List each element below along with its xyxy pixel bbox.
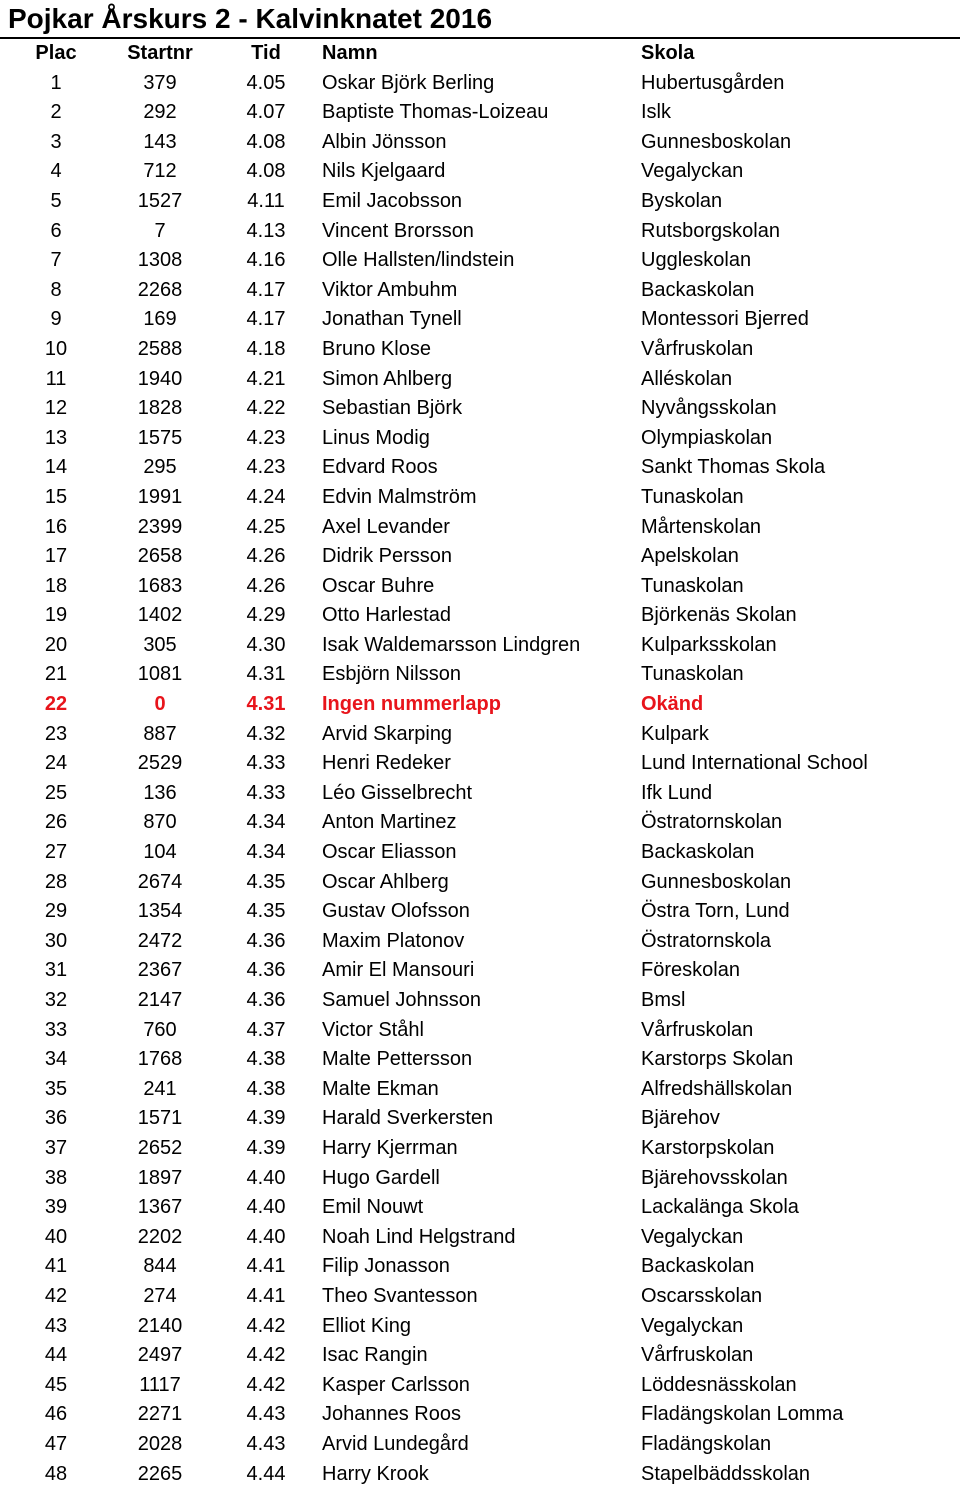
runner-name: Esbjörn Nilsson [322,663,461,686]
school-name: Montessori Bjerred [641,308,809,331]
placement: 2 [50,101,62,124]
start-number: 2674 [137,870,183,893]
placement: 45 [44,1373,68,1396]
school-name: Backaskolan [641,278,755,301]
placement: 15 [44,485,68,508]
table-row [0,542,960,572]
school-name: Nyvångsskolan [641,397,777,420]
finish-time: 4.05 [246,71,286,94]
runner-name: Nils Kjelgaard [322,160,446,183]
placement: 48 [44,1462,68,1485]
runner-name: Viktor Ambuhm [322,278,458,301]
start-number: 274 [143,1284,177,1307]
finish-time: 4.21 [246,367,286,390]
runner-name: Axel Levander [322,515,450,538]
table-row [0,897,960,927]
runner-name: Emil Jacobsson [322,189,463,212]
finish-time: 4.42 [246,1373,286,1396]
placement: 21 [44,663,68,686]
finish-time: 4.08 [246,130,286,153]
school-name: Föreskolan [641,959,740,982]
school-name: Bjärehov [641,1107,720,1130]
table-row [0,1134,960,1164]
finish-time: 4.37 [246,1018,286,1041]
runner-name: Samuel Johnsson [322,989,481,1011]
runner-name: Arvid Skarping [322,722,453,745]
placement: 29 [44,900,68,923]
finish-time: 4.40 [246,1225,286,1248]
school-name: Hubertusgården [641,71,785,94]
school-name: Tunaskolan [641,663,744,686]
school-name: Vegalyckan [641,1225,744,1248]
table-row [0,601,960,631]
table-row [0,305,960,335]
page-title: Pojkar Årskurs 2 - Kalvinknatet 2016 [8,3,493,34]
start-number: 2265 [137,1462,183,1485]
runner-name: Edvard Roos [322,456,438,479]
placement: 7 [50,249,62,272]
table-row [0,660,960,690]
start-number: 2028 [137,1432,183,1455]
runner-name: Edvin Malmström [322,485,477,508]
table-row [0,572,960,602]
start-number: 1683 [137,574,183,597]
table-row [0,69,960,99]
start-number: 169 [143,308,177,331]
start-number: 1828 [137,397,183,420]
start-number: 1081 [137,663,183,686]
table-row [0,868,960,898]
school-name: Rutsborgskolan [641,219,780,242]
school-name: Gunnesboskolan [641,130,792,153]
school-name: Vårfruskolan [641,337,754,360]
table-row [0,246,960,276]
school-name: Bjärehovsskolan [641,1166,788,1189]
school-name: Tunaskolan [641,485,744,508]
header-namn: Namn [322,42,378,64]
school-name: Oscarsskolan [641,1284,763,1307]
runner-name: Gustav Olofsson [322,900,470,923]
finish-time: 4.33 [246,781,286,804]
start-number: 136 [143,781,177,804]
table-row [0,394,960,424]
finish-time: 4.29 [246,604,286,627]
table-row [0,927,960,957]
start-number: 844 [143,1255,177,1278]
school-name: Islk [641,101,671,124]
runner-name: Jonathan Tynell [322,308,462,331]
finish-time: 4.13 [246,219,286,242]
runner-name: Baptiste Thomas-Loizeau [322,101,549,124]
runner-name: Otto Harlestad [322,604,451,627]
school-name: Östra Torn, Lund [641,900,790,923]
school-name: Okänd [641,693,704,716]
finish-time: 4.34 [246,811,286,834]
finish-time: 4.31 [246,663,286,686]
runner-name: Isak Waldemarsson Lindgren [322,633,581,656]
school-name: Kulparksskolan [641,633,777,656]
placement: 46 [44,1403,68,1426]
finish-time: 4.18 [246,337,286,360]
start-number: 143 [143,130,177,153]
finish-time: 4.43 [246,1432,286,1455]
runner-name: Léo Gisselbrecht [322,781,473,804]
school-name: Uggleskolan [641,249,752,272]
header-skola: Skola [641,42,695,64]
start-number: 1354 [137,900,183,923]
placement: 14 [44,456,68,479]
runner-name: Oskar Björk Berling [322,71,495,94]
finish-time: 4.38 [246,1048,286,1071]
finish-time: 4.25 [246,515,286,538]
placement: 28 [44,870,68,893]
start-number: 1897 [137,1166,183,1189]
finish-time: 4.41 [246,1255,286,1278]
placement: 6 [50,219,62,242]
placement: 18 [44,574,68,597]
school-name: Backaskolan [641,1255,755,1278]
finish-time: 4.44 [246,1462,286,1485]
placement: 41 [44,1255,68,1278]
placement: 42 [44,1284,68,1307]
placement: 5 [50,189,62,212]
table-row [0,335,960,365]
finish-time: 4.39 [246,1107,286,1130]
placement: 12 [44,397,68,420]
runner-name: Noah Lind Helgstrand [322,1225,516,1248]
start-number: 2652 [137,1136,183,1159]
table-row [0,1164,960,1194]
school-name: Mårtenskolan [641,515,762,538]
table-row [0,157,960,187]
placement: 26 [44,811,68,834]
table-row [0,187,960,217]
start-number: 760 [143,1018,177,1041]
table-row [0,986,960,1016]
school-name: Vegalyckan [641,160,744,183]
start-number: 2472 [137,929,183,952]
table-row [0,1430,960,1460]
table-row [0,365,960,395]
table-row [0,128,960,158]
table-row [0,1075,960,1105]
finish-time: 4.11 [247,189,285,212]
finish-time: 4.40 [246,1196,286,1219]
runner-name: Bruno Klose [322,337,431,360]
runner-name: Arvid Lundegård [322,1432,469,1455]
school-name: Olympiaskolan [641,426,773,449]
start-number: 0 [154,693,166,716]
placement: 25 [44,781,68,804]
runner-name: Elliot King [322,1314,411,1337]
runner-name: Anton Martinez [322,811,457,834]
runner-name: Theo Svantesson [322,1284,478,1307]
runner-name: Vincent Brorsson [322,219,474,242]
finish-time: 4.35 [246,900,286,923]
table-row [0,1282,960,1312]
school-name: Lackalänga Skola [641,1196,799,1219]
placement: 43 [44,1314,68,1337]
start-number: 1367 [137,1196,183,1219]
header-tid: Tid [251,42,281,64]
runner-name: Malte Pettersson [322,1048,473,1071]
school-name: Fladängskolan Lomma [641,1403,844,1426]
start-number: 2271 [137,1403,183,1426]
table-row [0,1045,960,1075]
table-row [0,808,960,838]
start-number: 2268 [137,278,183,301]
school-name: Fladängskolan [641,1432,772,1455]
placement: 32 [44,989,68,1011]
start-number: 2588 [137,337,183,360]
placement: 16 [44,515,68,538]
placement: 24 [44,752,68,775]
finish-time: 4.36 [246,989,286,1011]
school-name: Sankt Thomas Skola [641,456,826,479]
start-number: 305 [143,633,177,656]
runner-name: Albin Jönsson [322,130,447,153]
start-number: 295 [143,456,177,479]
finish-time: 4.26 [246,574,286,597]
start-number: 870 [143,811,177,834]
finish-time: 4.34 [246,841,286,864]
start-number: 2658 [137,545,183,568]
runner-name: Isac Rangin [322,1344,428,1367]
placement: 8 [50,278,62,301]
placement: 39 [44,1196,68,1219]
placement: 37 [44,1136,68,1159]
school-name: Tunaskolan [641,574,744,597]
placement: 11 [45,367,67,390]
runner-name: Henri Redeker [322,752,451,775]
start-number: 1571 [137,1107,183,1130]
table-row [0,838,960,868]
results-table [0,39,960,1489]
school-name: Stapelbäddsskolan [641,1462,811,1485]
finish-time: 4.32 [246,722,286,745]
school-name: Bmsl [641,989,686,1011]
table-row [0,690,960,720]
finish-time: 4.42 [246,1314,286,1337]
finish-time: 4.24 [246,485,286,508]
table-row [0,1223,960,1253]
table-row [0,276,960,306]
placement: 38 [44,1166,68,1189]
placement: 30 [44,929,68,952]
school-name: Östratornskola [641,929,772,952]
placement: 47 [44,1432,68,1455]
finish-time: 4.17 [246,308,286,331]
start-number: 2147 [137,989,183,1011]
start-number: 1575 [137,426,183,449]
runner-name: Amir El Mansouri [322,959,475,982]
placement: 17 [44,545,68,568]
table-row [0,1016,960,1046]
runner-name: Simon Ahlberg [322,367,453,390]
school-name: Karstorpskolan [641,1136,775,1159]
runner-name: Harry Kjerrman [322,1136,458,1159]
table-row [0,513,960,543]
finish-time: 4.08 [246,160,286,183]
table-row [0,1400,960,1430]
start-number: 292 [143,101,177,124]
finish-time: 4.30 [246,633,286,656]
placement: 23 [44,722,68,745]
runner-name: Kasper Carlsson [322,1373,470,1396]
placement: 33 [44,1018,68,1041]
placement: 40 [44,1225,68,1248]
finish-time: 4.42 [246,1344,286,1367]
placement: 22 [44,693,68,716]
placement: 1 [50,71,62,94]
school-name: Vegalyckan [641,1314,744,1337]
school-name: Löddesnässkolan [641,1373,797,1396]
table-row [0,98,960,128]
school-name: Backaskolan [641,841,755,864]
table-row [0,1341,960,1371]
runner-name: Malte Ekman [322,1077,439,1100]
school-name: Östratornskolan [641,811,783,834]
start-number: 2399 [137,515,183,538]
finish-time: 4.23 [246,456,286,479]
placement: 34 [44,1048,68,1071]
start-number: 2529 [137,752,183,775]
school-name: Byskolan [641,189,723,212]
table-row [0,749,960,779]
runner-name: Harald Sverkersten [322,1107,494,1130]
finish-time: 4.39 [246,1136,286,1159]
finish-time: 4.26 [246,545,286,568]
placement: 13 [44,426,68,449]
table-row [0,424,960,454]
table-row [0,1252,960,1282]
start-number: 1402 [137,604,183,627]
start-number: 241 [143,1077,177,1100]
runner-name: Victor Ståhl [322,1018,424,1041]
start-number: 887 [143,722,177,745]
school-name: Karstorps Skolan [641,1048,794,1071]
finish-time: 4.38 [246,1077,286,1100]
finish-time: 4.33 [246,752,286,775]
school-name: Kulpark [641,722,709,745]
finish-time: 4.22 [246,397,286,420]
finish-time: 4.23 [246,426,286,449]
runner-name: Ingen nummerlapp [322,693,501,716]
runner-name: Oscar Ahlberg [322,870,449,893]
school-name: Ifk Lund [641,781,713,804]
finish-time: 4.36 [246,959,286,982]
placement: 36 [44,1107,68,1130]
placement: 44 [44,1344,68,1367]
placement: 35 [44,1077,68,1100]
placement: 9 [50,308,62,331]
finish-time: 4.35 [246,870,286,893]
runner-name: Oscar Buhre [322,574,435,597]
table-row [0,217,960,247]
finish-time: 4.36 [246,929,286,952]
header-plac: Plac [35,42,77,64]
finish-time: 4.07 [246,101,286,124]
placement: 27 [44,841,68,864]
start-number: 1308 [137,249,183,272]
runner-name: Maxim Platonov [322,929,465,952]
finish-time: 4.41 [246,1284,286,1307]
school-name: Gunnesboskolan [641,870,792,893]
runner-name: Filip Jonasson [322,1255,450,1278]
start-number: 379 [143,71,177,94]
runner-name: Hugo Gardell [322,1166,440,1189]
start-number: 1940 [137,367,183,390]
header-startnr: Startnr [127,42,193,64]
runner-name: Olle Hallsten/lindstein [322,249,515,272]
runner-name: Oscar Eliasson [322,841,457,864]
finish-time: 4.17 [246,278,286,301]
start-number: 1527 [137,189,183,212]
runner-name: Didrik Persson [322,545,453,568]
school-name: Björkenäs Skolan [641,604,797,627]
school-name: Lund International School [641,752,868,775]
start-number: 7 [154,219,166,242]
school-name: Vårfruskolan [641,1018,754,1041]
start-number: 2367 [137,959,183,982]
table-row [0,631,960,661]
runner-name: Harry Krook [322,1462,429,1485]
runner-name: Linus Modig [322,426,430,449]
finish-time: 4.16 [246,249,286,272]
table-row [0,483,960,513]
table-row [0,956,960,986]
runner-name: Sebastian Björk [322,397,463,420]
school-name: Alfredshällskolan [641,1077,793,1100]
start-number: 104 [143,841,177,864]
table-row [0,1460,960,1489]
table-row [0,453,960,483]
table-row [0,1193,960,1223]
start-number: 2202 [137,1225,183,1248]
placement: 3 [50,130,62,153]
table-row [0,1312,960,1342]
placement: 10 [44,337,68,360]
placement: 20 [44,633,68,656]
school-name: Vårfruskolan [641,1344,754,1367]
finish-time: 4.31 [246,693,286,716]
school-name: Apelskolan [641,545,739,568]
start-number: 712 [143,160,177,183]
table-row [0,1104,960,1134]
start-number: 1991 [137,485,183,508]
placement: 4 [50,160,62,183]
placement: 31 [44,959,68,982]
finish-time: 4.40 [246,1166,286,1189]
finish-time: 4.43 [246,1403,286,1426]
table-header [0,39,960,69]
runner-name: Johannes Roos [322,1403,461,1426]
school-name: Alléskolan [641,367,733,390]
placement: 19 [44,604,68,627]
start-number: 2497 [137,1344,183,1367]
runner-name: Emil Nouwt [322,1196,424,1219]
table-row [0,779,960,809]
start-number: 1117 [139,1373,181,1396]
start-number: 1768 [137,1048,183,1071]
table-row [0,1371,960,1401]
start-number: 2140 [137,1314,183,1337]
table-row [0,720,960,750]
